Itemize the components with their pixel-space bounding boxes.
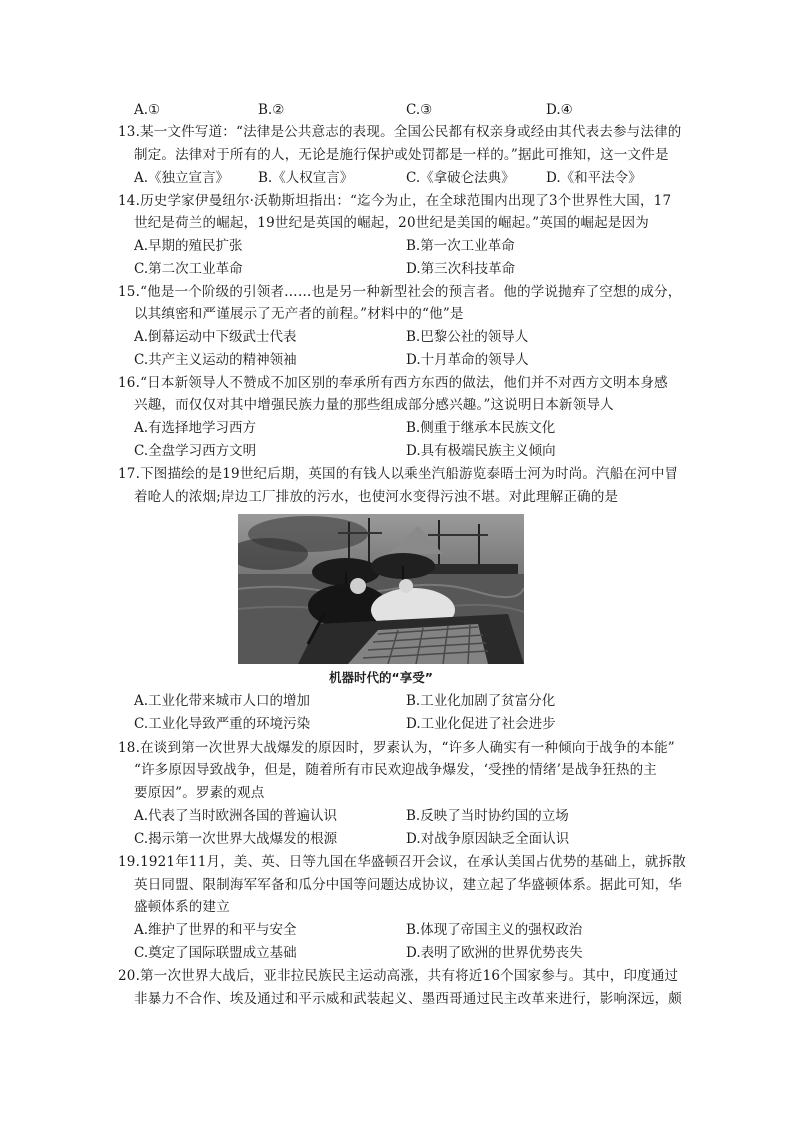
q20-stem-line1: 20.第一次世界大战后，亚非拉民族民主运动高涨，共有将近16个国家参与。其中，印度通过 xyxy=(118,968,679,984)
q16-option-a: A.有选择地学习西方 xyxy=(134,420,257,436)
q19-option-b: B.体现了帝国主义的强权政治 xyxy=(406,922,583,938)
q19-stem-line1: 19.1921年11月，美、英、日等九国在华盛顿召开会议，在承认美国占优势的基础上，就拆散 xyxy=(118,854,687,870)
q12-option-d: D.④ xyxy=(546,102,573,118)
q16-stem-line2: 兴趣，而仅仅对其中增强民族力量的那些组成部分感兴趣。”这说明日本新领导人 xyxy=(134,397,614,413)
q15-option-b: B.巴黎公社的领导人 xyxy=(406,329,529,345)
q16-option-b: B.侧重于继承本民族文化 xyxy=(406,420,556,436)
q14-option-a: A.早期的殖民扩张 xyxy=(134,238,243,254)
q13-stem-line2: 制定。法律对于所有的人，无论是施行保护或处罚都是一样的。”据此可推知，这一文件是 xyxy=(134,147,669,163)
q15-stem-line1: 15.“他是一个阶级的引领者……也是另一种新型社会的预言者。他的学说抛弃了空想的成分， xyxy=(118,284,682,300)
q12-option-a: A.① xyxy=(134,102,161,118)
q18-option-b: B.反映了当时协约国的立场 xyxy=(406,808,569,824)
q19-option-c: C.奠定了国际联盟成立基础 xyxy=(134,945,297,961)
q15-option-a: A.倒幕运动中下级武士代表 xyxy=(134,329,297,345)
thames-steamboat-illustration xyxy=(238,514,524,664)
q19-option-a: A.维护了世界的和平与安全 xyxy=(134,922,297,938)
q19-stem-line2: 英日同盟、限制海军军备和瓜分中国等问题达成协议，建立起了华盛顿体系。据此可知，华 xyxy=(134,877,682,893)
q14-option-b: B.第一次工业革命 xyxy=(406,238,515,254)
q14-option-c: C.第二次工业革命 xyxy=(134,261,243,277)
q18-option-a: A.代表了当时欧洲各国的普遍认识 xyxy=(134,808,338,824)
q18-stem-line2: “许多原因导致战争，但是，随着所有市民欢迎战争爆发，‘受挫的情绪’是战争狂热的主 xyxy=(134,762,657,778)
q13-stem-line1: 13.某一文件写道：“法律是公共意志的表现。全国公民都有权亲身或经由其代表去参与法律的 xyxy=(118,124,682,140)
q15-option-d: D.十月革命的领导人 xyxy=(406,352,529,368)
q17-stem-line1: 17.下图描绘的是19世纪后期，英国的有钱人以乘坐汽船游览泰晤士河为时尚。汽船在河中冒 xyxy=(118,466,679,482)
q12-option-b: B.② xyxy=(258,102,285,118)
q18-stem-line1: 18.在谈到第一次世界大战爆发的原因时，罗素认为，“许多人确实有一种倾向于战争的本能” xyxy=(118,740,675,756)
q19-option-d: D.表明了欧洲的世界优势丧失 xyxy=(406,945,583,961)
q13-option-b: B.《人权宣言》 xyxy=(258,170,354,186)
q17-option-c: C.工业化导致严重的环境污染 xyxy=(134,716,311,732)
q13-option-a: A.《独立宣言》 xyxy=(134,170,230,186)
q13-option-d: D.《和平法令》 xyxy=(546,170,642,186)
q15-stem-line2: 以其缜密和严谨展示了无产者的前程。”材料中的“他”是 xyxy=(134,306,464,322)
q16-option-d: D.具有极端民族主义倾向 xyxy=(406,443,556,459)
q16-option-c: C.全盘学习西方文明 xyxy=(134,443,257,459)
q20-stem-line2: 非暴力不合作、埃及通过和平示威和武装起义、墨西哥通过民主改革来进行，影响深远，颇 xyxy=(134,991,682,1007)
q14-stem-line2: 世纪是荷兰的崛起，19世纪是英国的崛起，20世纪是美国的崛起。”英国的崛起是因为 xyxy=(134,215,650,231)
q15-option-c: C.共产主义运动的精神领袖 xyxy=(134,352,297,368)
q18-stem-line3: 要原因”。罗素的观点 xyxy=(134,785,265,801)
figure-caption: 机器时代的“享受” xyxy=(329,670,433,685)
q14-option-d: D.第三次科技革命 xyxy=(406,261,516,277)
q17-option-d: D.工业化促进了社会进步 xyxy=(406,716,556,732)
q18-option-d: D.对战争原因缺乏全面认识 xyxy=(406,831,570,847)
q14-stem-line1: 14.历史学家伊曼纽尔·沃勒斯坦指出：“迄今为止，在全球范围内出现了3个世界性大国，17 xyxy=(118,193,672,209)
q17-stem-line2: 着呛人的浓烟;岸边工厂排放的污水，也使河水变得污浊不堪。对此理解正确的是 xyxy=(134,489,619,505)
q17-option-b: B.工业化加剧了贫富分化 xyxy=(406,693,556,709)
q16-stem-line1: 16.“日本新领导人不赞成不加区别的奉承所有西方东西的做法，他们并不对西方文明本身感 xyxy=(118,375,668,391)
q18-option-c: C.揭示第一次世界大战爆发的根源 xyxy=(134,831,338,847)
q13-option-c: C.《拿破仑法典》 xyxy=(406,170,515,186)
q12-option-c: C.③ xyxy=(406,102,433,118)
q19-stem-line3: 盛顿体系的建立 xyxy=(134,899,230,915)
q17-option-a: A.工业化带来城市人口的增加 xyxy=(134,693,311,709)
